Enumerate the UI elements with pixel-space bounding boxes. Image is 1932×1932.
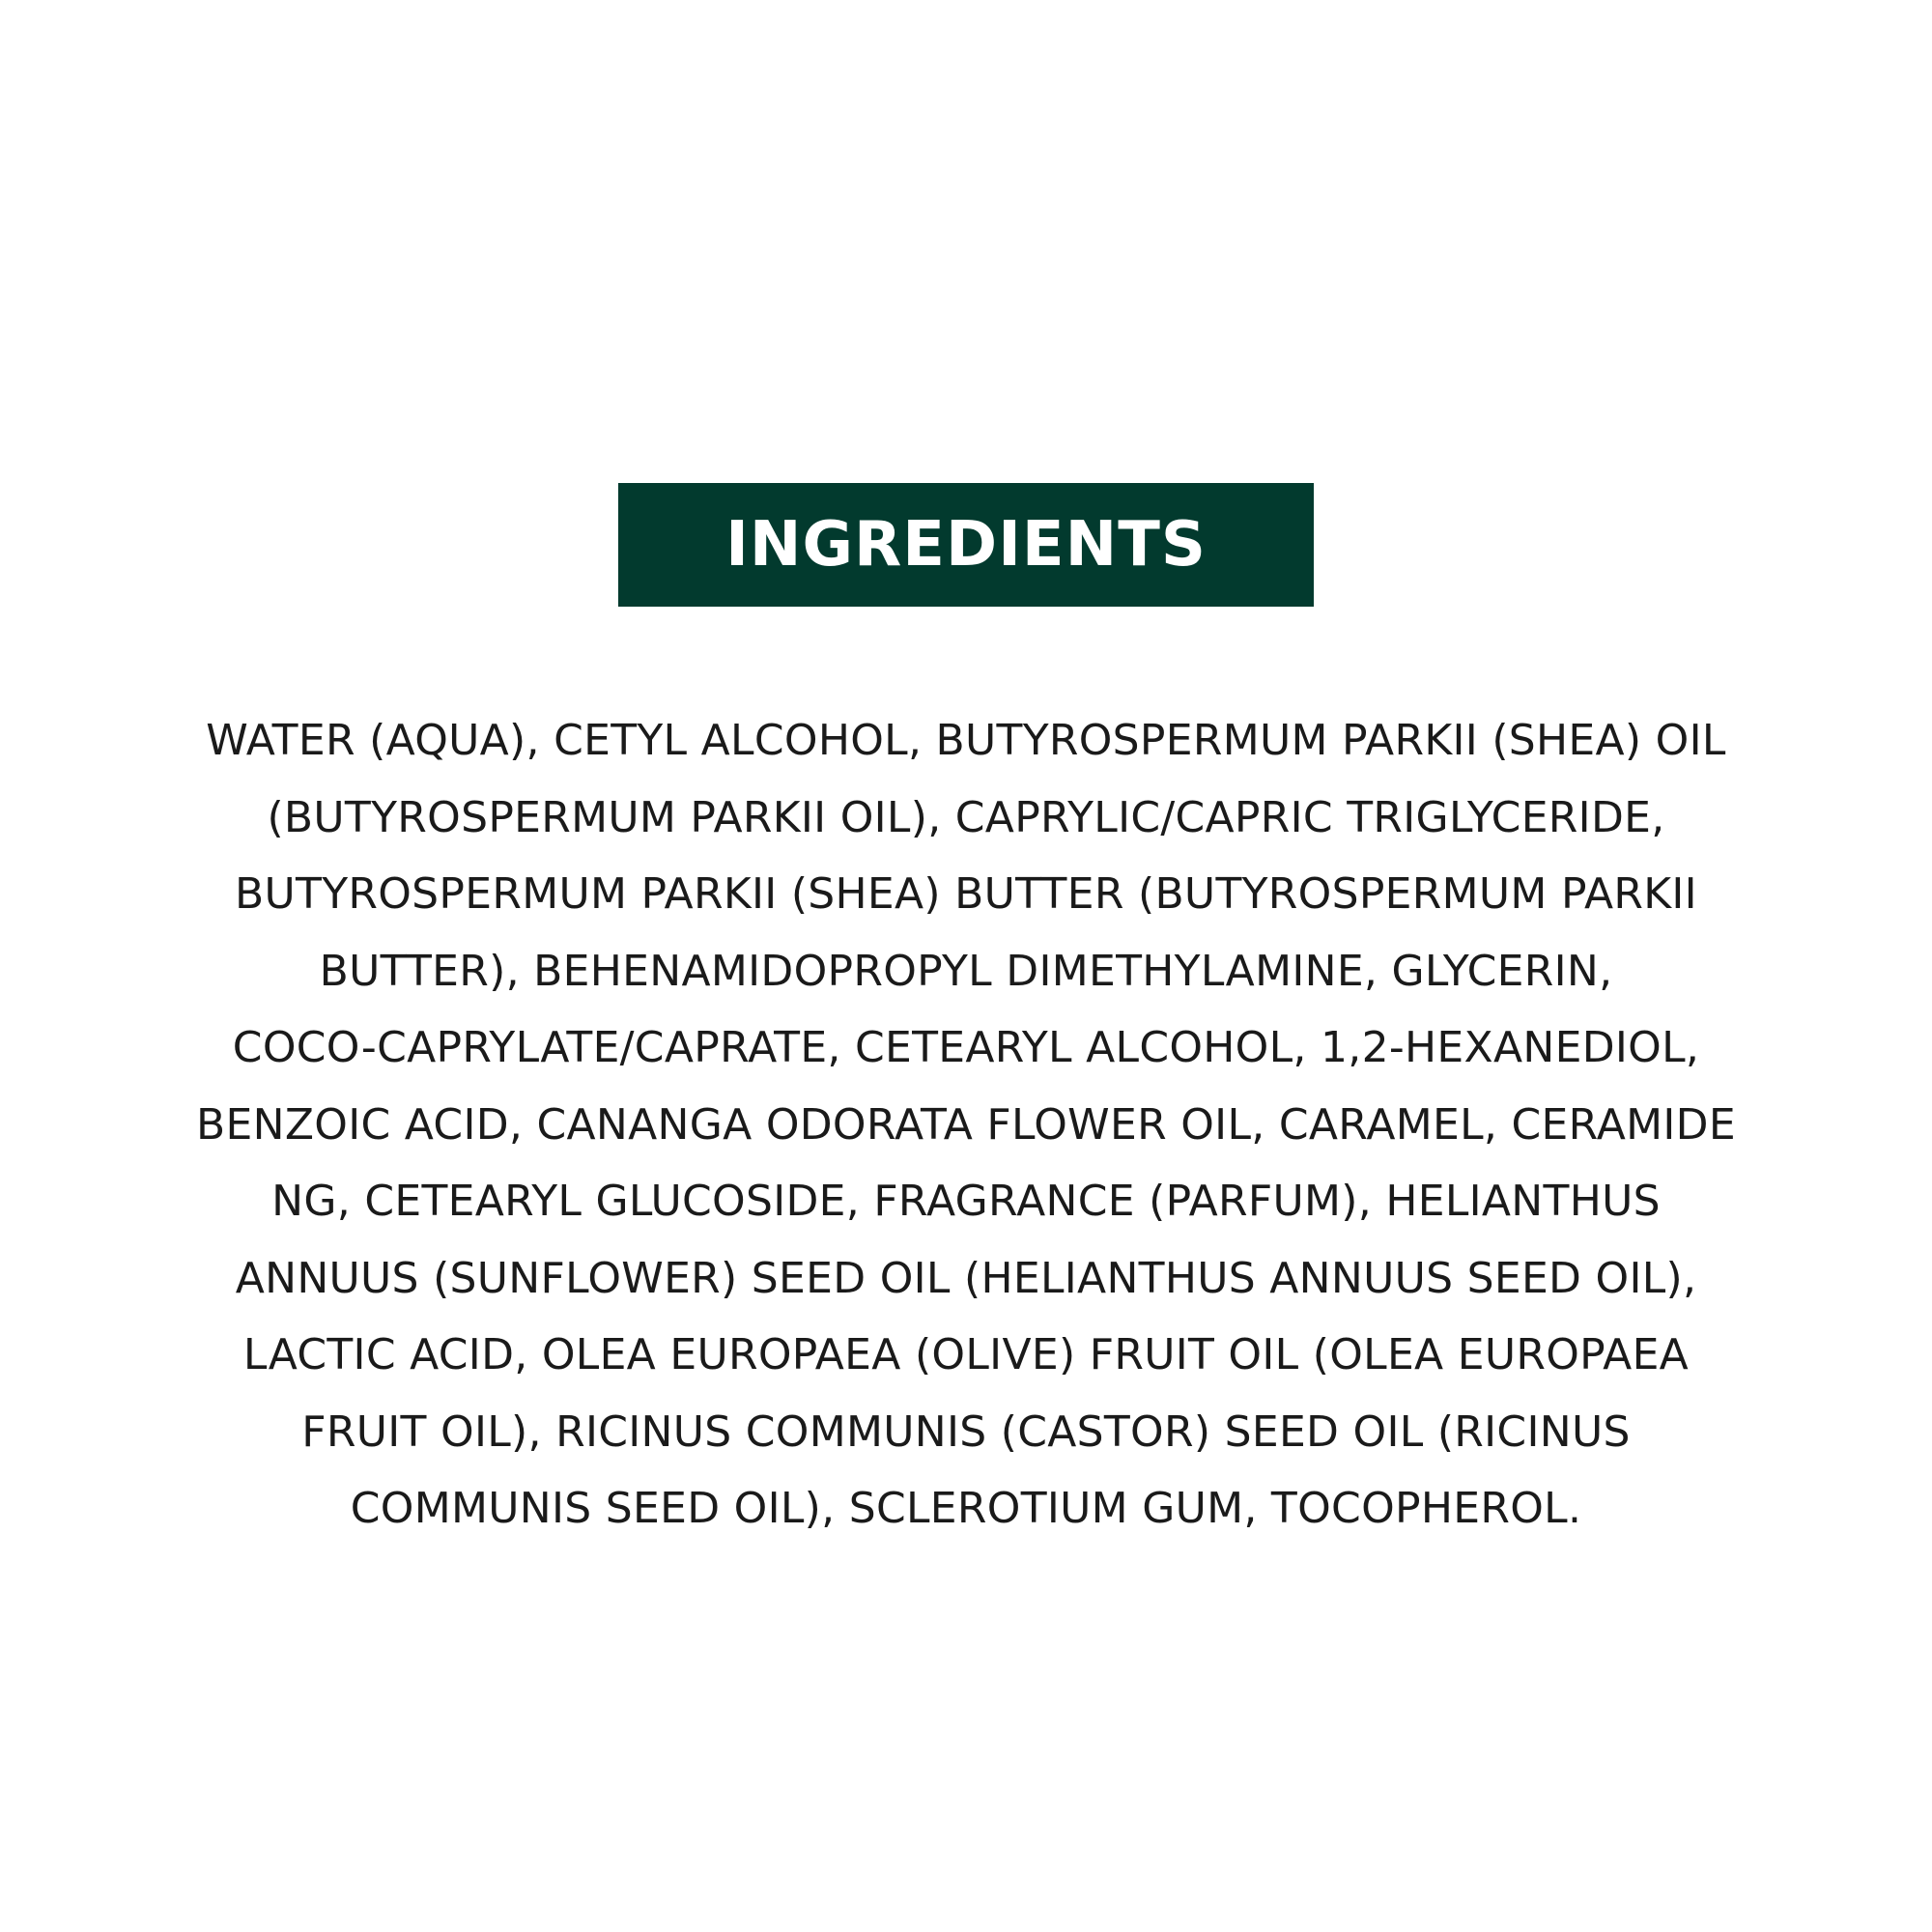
ingredients-list [126, 702, 1806, 1548]
ingredient-line: (BUTYROSPERMUM PARKII OIL), CAPRYLIC/CAPRIC TRIGLYCERIDE, [267, 792, 1665, 842]
ingredients-title: INGREDIENTS [725, 509, 1207, 581]
ingredient-line: BENZOIC ACID, CANANGA ODORATA FLOWER OIL, CARAMEL, CERAMIDE [196, 1099, 1736, 1150]
ingredients-header-badge [618, 483, 1314, 607]
ingredient-line: NG, CETEARYL GLUCOSIDE, FRAGRANCE (PARFUM), HELIANTHUS [271, 1177, 1661, 1226]
ingredient-line: WATER (AQUA), CETYL ALCOHOL, BUTYROSPERMUM PARKII (SHEA) OIL [206, 716, 1726, 765]
ingredient-line: ANNUUS (SUNFLOWER) SEED OIL (HELIANTHUS ANNUUS SEED OIL), [235, 1253, 1697, 1303]
ingredient-line: BUTYROSPERMUM PARKII (SHEA) BUTTER (BUTYROSPERMUM PARKII [235, 869, 1697, 919]
ingredient-line: COCO-CAPRYLATE/CAPRATE, CETEARYL ALCOHOL, 1,2-HEXANEDIOL, [232, 1023, 1700, 1072]
ingredient-line: COMMUNIS SEED OIL), SCLEROTIUM GUM, TOCOPHEROL. [350, 1484, 1582, 1533]
ingredient-line: BUTTER), BEHENAMIDOPROPYL DIMETHYLAMINE, GLYCERIN, [319, 946, 1613, 996]
ingredient-line: FRUIT OIL), RICINUS COMMUNIS (CASTOR) SEED OIL (RICINUS [301, 1406, 1631, 1457]
ingredient-line: LACTIC ACID, OLEA EUROPAEA (OLIVE) FRUIT OIL (OLEA EUROPAEA [242, 1330, 1690, 1379]
